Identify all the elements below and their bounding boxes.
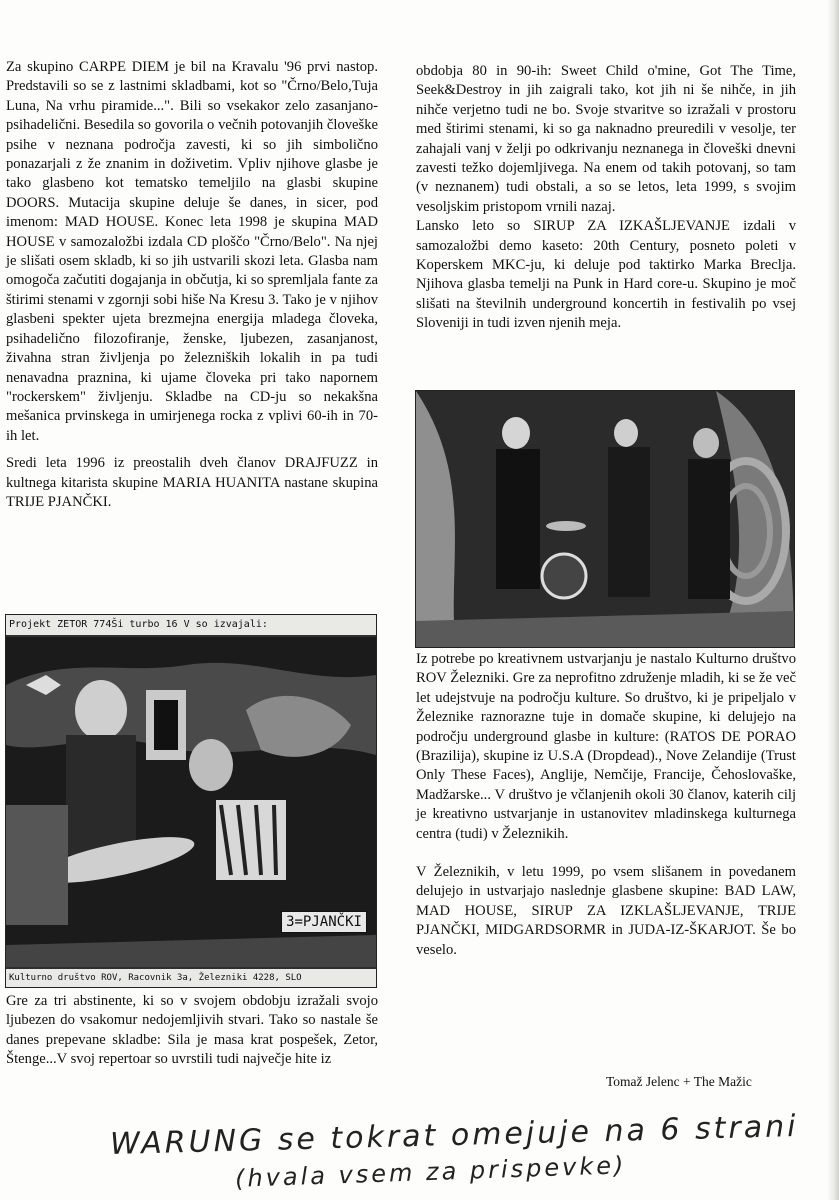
paper-edge-shadow <box>827 0 839 1200</box>
band-photo-illustration <box>416 391 794 647</box>
right-column <box>416 62 796 334</box>
article-paragraph: Gre za tri abstinente, ki so v svojem obdobju izražali svojo ljubezen do vsakomur nedojemljivih stvari. Tako so nastale še danes prepevane skladbe: Sila je masa krat pospešek, Zetor, Štenge...V svoj repertoar so uvrstili tudi največje hite iz <box>6 993 378 1068</box>
article-paragraph: Sredi leta 1996 iz preostalih dveh članov DRAJFUZZ in kultnega kitarista skupine MARIA HUANITA nastane skupina TRIJE PJANČKI. <box>6 455 378 510</box>
article-paragraph: Za skupino CARPE DIEM je bil na Kravalu '96 prvi nastop. Predstavili so se z lastnimi skladbami, kot so "Črno/Belo,Tuja Luna, Na vrhu piramide...". Bili so vsekakor zelo zasanjano-psihadelični. Besedila so govorila o večnih potovanjih človeške psihe v neznana področja zavesti, ki so jih simbolično ponazarjali z že znanim in doživetim. Vpliv njihove glasbe je tako glasbeno kot tematsko temeljilo na glasbi skupine DOORS. Mutacija skupine deluje še danes, in sicer, pod imenom: MAD HOUSE. Konec leta 1998 je skupina MAD HOUSE v samozaložbi izdala CD ploščo "Črno/Belo". Na njej je slišati osem skladb, ki so jih ustvarili skozi leta. Glasba nam omogoča začutiti dogajanja in občutja, ki so spremljala fante za štirimi stenami v zgornji sobi hiše Na Kresu 3. Tako je v njihov glasbeni spekter ujeta brezmejna energija mladega človeka, psihadelično filozofiranje, ženske, ljubezen, zasanjanost, živahna stran življenja po železniških lokalih in pa tudi nenavadna praznina, ki ujame človeka pri tako napornem "rockerskem" življenju. Skladbe na CD-ju so nekakšna mešanica prvinskega in umirjenega rocka z vplivi 60-ih in 70-ih let. <box>6 59 378 444</box>
sirup-band-photo <box>415 390 795 648</box>
left-column-continued <box>6 992 378 1070</box>
article-paragraph: Lansko leto so SIRUP ZA IZKAŠLJEVANJE izdali v samozaložbi demo kaseto: 20th Century, posneto poleti v Koperskem MKC-ju, ki deluje pod taktirko Marka Breclja. Njihova glasba temelji na Punk in Hard core-u. Skupino je moč slišati na številnih underground koncertih in festivalih po vsej Sloveniji in tudi izven njenih meja. <box>416 218 796 332</box>
handwritten-note-line-2: (hvala vsem za prispevke) <box>234 1151 627 1193</box>
flyer-top-strip: Projekt ZETOR 774Ši turbo 16 V so izvajali: <box>6 615 377 635</box>
flyer-bottom-strip: Kulturno društvo ROV, Racovnik 3a, Železniki 4228, SLO <box>6 969 377 987</box>
right-column-continued <box>416 650 796 960</box>
left-column <box>6 58 378 512</box>
trije-pjancki-flyer <box>5 614 377 988</box>
article-paragraph: obdobja 80 in 90-ih: Sweet Child o'mine, Got The Time, Seek&Destroy in jih zaigrali tako, kot jih ni še nihče, in jih nihče verjetno tudi ne bo. Svoje stvaritve so izražali v prostoru med štirimi stenami, ki so ga naknadno preuredili v vesolje, ter zahajali vanj v želji po odkrivanju neznanega in človeški dnevni zavesti težko dojemljivega. Na enem od takih potovanj, so tam (v neznanem) tudi obstali, a so se letos, leta 1999, s svojim vesoljskim pristopom vrnili nazaj. <box>416 63 796 215</box>
handwritten-note-line-1: WARUNG se tokrat omejuje na 6 strani <box>109 1108 799 1163</box>
flyer-badge: 3=PJANČKI <box>281 911 367 933</box>
author-signature: Tomaž Jelenc + The Mažic <box>606 1074 752 1089</box>
article-paragraph: V Železnikih, v letu 1999, po vsem slišanem in povedanem delujejo in ustvarjajo naslednje glasbene skupine: BAD LAW, MAD HOUSE, SIRUP ZA IZKLAŠLJEVANJE, TRIJE PJANČKI, MIDGARDSORMR in JUDA-IZ-ŠKARJOT. Še bo veselo. <box>416 864 796 958</box>
article-paragraph: Iz potrebe po kreativnem ustvarjanju je nastalo Kulturno društvo ROV Železniki. Gre za neprofitno združenje mladih, ki se že več let udejstvuje na področju kulture. So društvo, ki je pripeljalo v Železnike raznorazne tuje in domače skupine, ki delujejo na področju underground glasbe in kulture: (RATOS DE PORAO (Brazilija), skupine iz U.S.A (Dropdead)., Nove Zelandije (Trust Only These Faces), Anglije, Nemčije, Francije, Čehoslovaške, Madžarske... V društvo je včlanjenih okoli 30 članov, katerih cilj je kreativno ustvarjanje in ustanovitev mladinskega kulturnega centra (tudi) v Železnikih. <box>416 651 796 842</box>
